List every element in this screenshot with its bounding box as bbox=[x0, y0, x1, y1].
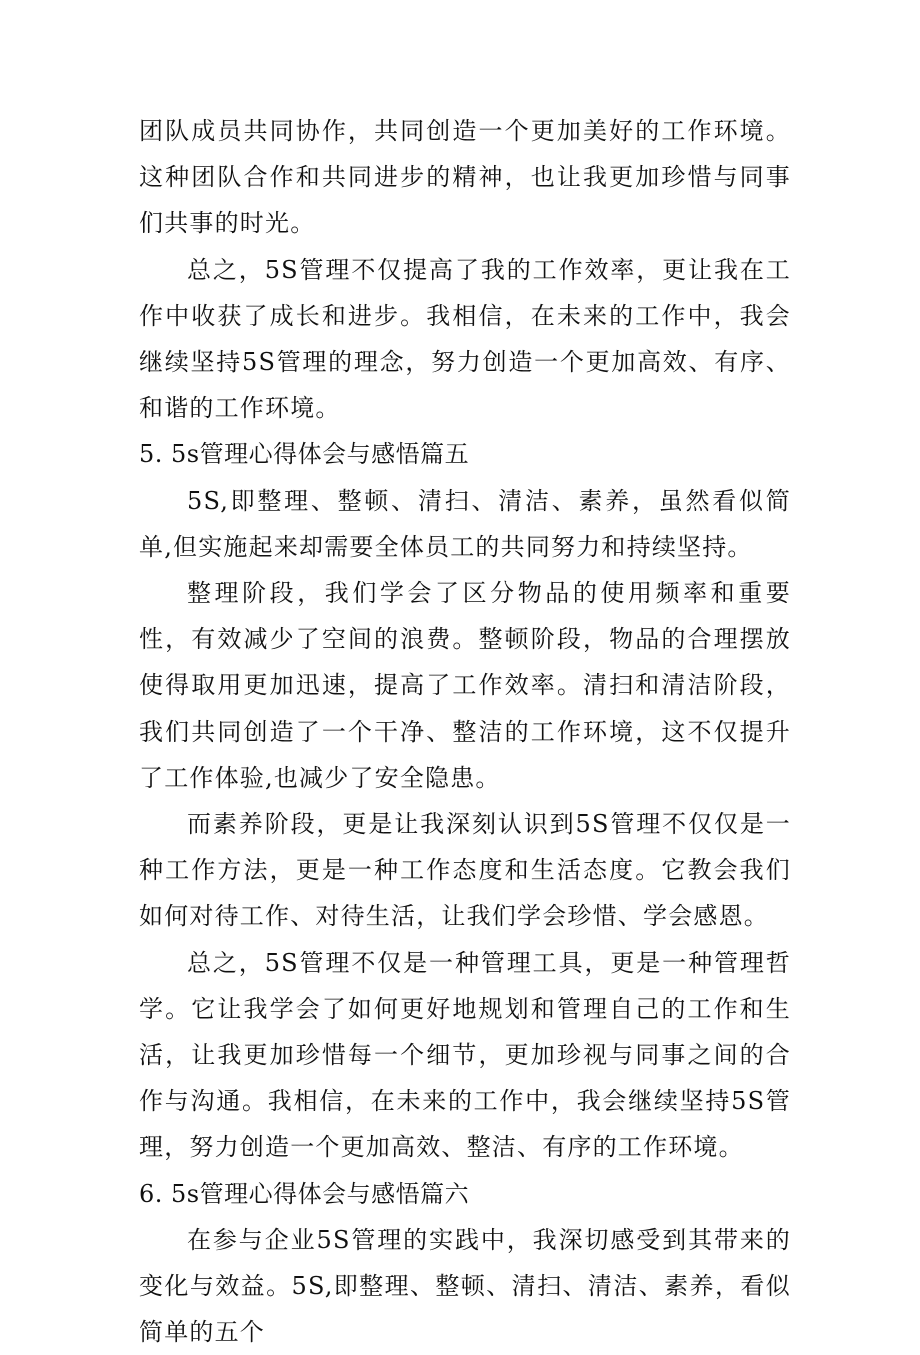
paragraph-practice: 在参与企业5S管理的实践中，我深切感受到其带来的变化与效益。5S,即整理、整顿、清扫、清洁、素养，看似简单的五个 bbox=[139, 1225, 791, 1347]
section-heading-6: 6. 5s管理心得体会与感悟篇六 bbox=[139, 1179, 470, 1208]
document-body bbox=[139, 108, 791, 1355]
paragraph-literacy: 而素养阶段，更是让我深刻认识到5S管理不仅仅是一种工作方法，更是一种工作态度和生活态度。它教会我们如何对待工作、对待生活，让我们学会珍惜、学会感恩。 bbox=[139, 810, 791, 931]
section-heading-5: 5. 5s管理心得体会与感悟篇五 bbox=[139, 440, 470, 469]
paragraph-5s-intro: 5S,即整理、整顿、清扫、清洁、素养，虽然看似简单,但实施起来却需要全体员工的共同努力和持续坚持。 bbox=[139, 486, 791, 561]
paragraph-summary-2: 总之，5S管理不仅是一种管理工具，更是一种管理哲学。它让我学会了如何更好地规划和管理自己的工作和生活，让我更加珍惜每一个细节，更加珍视与同事之间的合作与沟通。我相信，在未来的工作中，我会继续坚持5S管理，努力创造一个更加高效、整洁、有序的工作环境。 bbox=[139, 948, 791, 1162]
paragraph-continuation: 团队成员共同协作，共同创造一个更加美好的工作环境。这种团队合作和共同进步的精神，也让我更加珍惜与同事们共事的时光。 bbox=[139, 117, 791, 238]
paragraph-stages: 整理阶段，我们学会了区分物品的使用频率和重要性，有效减少了空间的浪费。整顿阶段，物品的合理摆放使得取用更加迅速，提高了工作效率。清扫和清洁阶段，我们共同创造了一个干净、整洁的工作环境，这不仅提升了工作体验,也减少了安全隐患。 bbox=[139, 579, 791, 792]
paragraph-summary-1: 总之，5S管理不仅提高了我的工作效率，更让我在工作中收获了成长和进步。我相信，在未来的工作中，我会继续坚持5S管理的理念，努力创造一个更加高效、有序、和谐的工作环境。 bbox=[139, 255, 791, 423]
